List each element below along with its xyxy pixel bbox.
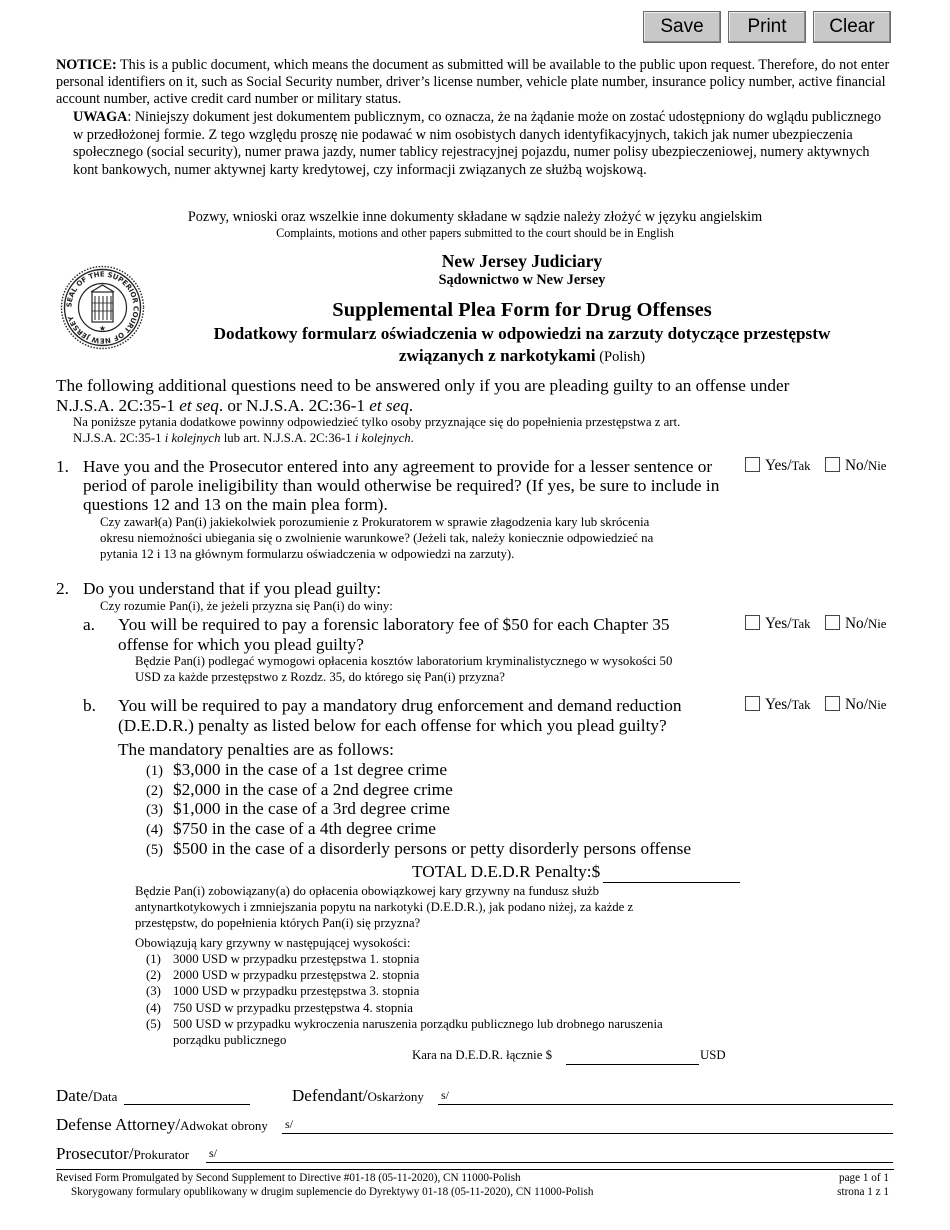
- date-label: [56, 1086, 117, 1106]
- q2a-yes-checkbox[interactable]: [745, 615, 760, 630]
- q2b-pl-3: przestępstw, do popełnienia których Pan(i) się przyzna?: [135, 916, 421, 930]
- pl-penalty-text: 500 USD w przypadku wykroczenia naruszenia porządku publicznego lub drobnego naruszenia: [173, 1016, 663, 1031]
- q2-pl: Czy rozumie Pan(i), że jeżeli przyzna się Pan(i) do winy:: [100, 599, 393, 613]
- org-title: New Jersey Judiciary: [441, 251, 603, 271]
- notice-label: NOTICE:: [56, 57, 117, 73]
- q2a-letter: a.: [83, 615, 95, 634]
- q1-line-3: questions 12 and 13 on the main plea form).: [83, 495, 388, 514]
- q2-number: 2.: [56, 579, 69, 598]
- q2b-pl-2: antynartkotykowych i zmniejszania popytu na narkotyki (D.E.D.R.), jak podano niżej, za każde z: [135, 900, 634, 914]
- footer-line-1: Revised Form Promulgated by Second Supplement to Directive #01-18 (05-11-2020), CN 11000-Polish: [56, 1172, 521, 1184]
- prosecutor-signature-input[interactable]: [206, 1162, 893, 1163]
- q1-pl-1: Czy zawarł(a) Pan(i) jakiekolwiek porozumienie z Prokuratorem w sprawie złagodzenia kary lub skrócenia: [100, 515, 650, 529]
- pl-penalty-item: [146, 984, 746, 1000]
- penalty-num: (4): [146, 822, 163, 839]
- q1-no-option[interactable]: [825, 457, 886, 475]
- svg-text:★: ★: [98, 324, 107, 333]
- q2a-no-checkbox[interactable]: [825, 615, 840, 630]
- penalty-num: (2): [146, 782, 163, 799]
- total-label-text: TOTAL D.E.D.R Penalty:: [412, 862, 592, 881]
- attorney-label-en: Defense Attorney/: [56, 1115, 181, 1134]
- prosecutor-sig-prefix: s/: [209, 1146, 218, 1160]
- q2a-line-2: offense for which you plead guilty?: [118, 635, 364, 654]
- penalty-item: [146, 780, 746, 800]
- pl-penalty-text: 2000 USD w przypadku przestępstwa 2. stopnia: [173, 968, 420, 983]
- intro-l2e: .: [408, 396, 414, 415]
- q2b-line-1: You will be required to pay a mandatory drug enforcement and demand reduction: [118, 696, 682, 715]
- attorney-label: [56, 1115, 268, 1135]
- penalty-text: $2,000 in the case of a 2nd degree crime: [173, 779, 453, 799]
- no-label: No/: [845, 696, 868, 713]
- q2b-pl-intro: Obowiązują kary grzywny w następującej wysokości:: [135, 936, 411, 950]
- footer-page-pl: strona 1 z 1: [837, 1186, 889, 1198]
- intro-pl-l2a: N.J.S.A. 2C:35-1: [73, 431, 165, 445]
- q2a-yes-option[interactable]: [745, 615, 811, 633]
- pl-penalty-text: 3000 USD w przypadku przestępstwa 1. stopnia: [173, 952, 420, 966]
- uwaga-label: UWAGA: [73, 109, 128, 125]
- q2a-pl-2: USD za każde przestępstwo z Rozdz. 35, do którego się Pan(i) przyzna?: [135, 670, 505, 684]
- intro-pl-l2d: i kolejnych: [354, 431, 411, 445]
- language-notice-english: Complaints, motions and other papers submitted to the court should be in English: [276, 226, 674, 240]
- attorney-signature-input[interactable]: [282, 1133, 893, 1134]
- pl-penalty-item: [146, 968, 746, 984]
- pl-penalty-num: (3): [146, 984, 161, 999]
- defendant-label-en: Defendant/: [292, 1086, 368, 1105]
- defendant-sig-prefix: s/: [441, 1088, 450, 1102]
- q1-pl-2: okresu niemożności ubiegania się o zwolnienie warunkowe? (Jeżeli tak, należy koniecznie odpowiedzieć na: [100, 531, 654, 545]
- pl-penalty-num: (2): [146, 968, 161, 983]
- q1-yes-checkbox[interactable]: [745, 457, 760, 472]
- penalty-item: [146, 819, 746, 839]
- defendant-label-pl: Oskarżony: [367, 1089, 424, 1104]
- yes-label: Yes/: [765, 457, 792, 474]
- intro-pl-line-1: Na poniższe pytania dodatkowe powinny odpowiedzieć tylko osoby przyznające się do popełnienia przestępstwa z art.: [73, 415, 681, 429]
- pl-penalty-item: [146, 1017, 746, 1033]
- q2b-yes-option[interactable]: [745, 696, 811, 714]
- uwaga-text: : Niniejszy dokument jest dokumentem publicznym, co oznacza, że na żądanie może on zostać udostępniony do wglądu publicznego w przedłożonej formie. Z tego względu proszę nie podawać w nim osobistych danych identyfikacyjnych, takich jak numer ubezpieczenia społecznego (social security), numer prawa jazdy, numer tablicy rejestracyjnej pojazdu, numer polisy ubezpieczeniowej, numery aktywnych kont bankowych, numer aktywnej karty kredytowej, czy informacji związanych ze służbą wojskową.: [73, 109, 882, 178]
- pl-total-suffix: USD: [700, 1048, 726, 1062]
- pl-penalty-num: (1): [146, 952, 161, 966]
- total-dedr-input[interactable]: [603, 864, 740, 883]
- pl-total-input[interactable]: [566, 1064, 699, 1065]
- q2b-no-option[interactable]: [825, 696, 886, 714]
- q1-line-2: period of parole ineligibility than would otherwise be required? (If yes, be sure to include in: [83, 476, 720, 495]
- page-title: Supplemental Plea Form for Drug Offenses: [332, 299, 712, 321]
- language-notice-polish: Pozwy, wnioski oraz wszelkie inne dokumenty składane w sądzie należy złożyć w języku angielskim: [187, 209, 763, 225]
- print-button[interactable]: Print: [728, 11, 806, 43]
- court-seal-icon: [60, 265, 145, 350]
- intro-l2d: et seq: [369, 396, 409, 415]
- intro-line-2: [56, 396, 896, 416]
- q1-pl-3: pytania 12 i 13 na głównym formularzu oświadczenia w odpowiedzi na zarzuty).: [100, 547, 515, 561]
- prosecutor-label-en: Prosecutor/: [56, 1144, 134, 1163]
- q2-text: Do you understand that if you plead guilty:: [83, 579, 382, 598]
- date-label-en: Date/: [56, 1086, 93, 1105]
- uwaga-paragraph: [73, 109, 888, 179]
- pl-penalty-num: (4): [146, 1000, 161, 1015]
- defendant-signature-input[interactable]: [438, 1104, 893, 1105]
- penalties-intro: The mandatory penalties are as follows:: [118, 740, 394, 759]
- no-label: No/: [845, 615, 868, 632]
- total-currency: $: [591, 862, 601, 881]
- no-label-pl: Nie: [867, 459, 887, 473]
- intro-pl-l2b: i kolejnych: [164, 431, 221, 445]
- attorney-label-pl: Adwokat obrony: [180, 1118, 268, 1133]
- pl-penalty-text: 750 USD w przypadku przestępstwa 4. stopnia: [173, 1000, 413, 1015]
- intro-pl-line-2: [73, 431, 893, 447]
- yes-label: Yes/: [765, 615, 792, 632]
- prosecutor-label-pl: Prokurator: [133, 1147, 190, 1162]
- q1-number: 1.: [56, 457, 69, 476]
- penalty-item: [146, 760, 746, 780]
- q2b-line-2: (D.E.D.R.) penalty as listed below for each offense for which you plead guilty?: [118, 716, 667, 735]
- penalty-text: $3,000 in the case of a 1st degree crime: [173, 760, 447, 779]
- org-title-pl: Sądownictwo w New Jersey: [438, 272, 606, 288]
- intro-pl-l2c: lub art. N.J.S.A. 2C:36-1: [220, 431, 355, 445]
- penalty-text: $750 in the case of a 4th degree crime: [173, 819, 436, 839]
- intro-l2a: N.J.S.A. 2C:35-1: [56, 396, 180, 415]
- q2b-no-checkbox[interactable]: [825, 696, 840, 711]
- intro-pl-l2e: .: [410, 431, 414, 445]
- q1-line-1: Have you and the Prosecutor entered into any agreement to provide for a lesser sentence or: [83, 457, 713, 476]
- defendant-label: [292, 1086, 424, 1106]
- save-button[interactable]: Save: [643, 11, 721, 43]
- pl-penalty-list: [146, 952, 746, 1049]
- q2b-pl-1: Będzie Pan(i) zobowiązany(a) do opłacenia obowiązkowej kary grzywny na fundusz służb: [135, 884, 600, 898]
- no-label-pl: Nie: [867, 617, 887, 631]
- page-title-pl-2-text: związanych z narkotykami: [398, 346, 596, 365]
- clear-button[interactable]: Clear: [813, 11, 891, 43]
- q2a-pl-1: Będzie Pan(i) podlegać wymogowi opłacenia kosztów laboratorium kryminalistycznego w wysokości 50: [135, 654, 673, 668]
- footer-line-2: Skorygowany formulary opublikowany w drugim suplemencie do Dyrektywy 01-18 (05-11-2020), CN 11000-Polish: [71, 1186, 594, 1198]
- pl-penalty-text: 1000 USD w przypadku przestępstwa 3. stopnia: [173, 984, 420, 999]
- footer-divider: [56, 1169, 894, 1170]
- yes-label-pl: Tak: [791, 459, 811, 473]
- pl-penalty-continuation: porządku publicznego: [173, 1032, 287, 1047]
- page-title-pl-2: [150, 346, 894, 366]
- penalty-num: (1): [146, 763, 163, 779]
- prosecutor-label: [56, 1144, 189, 1164]
- q1-yes-option[interactable]: [745, 457, 811, 475]
- penalty-text: $500 in the case of a disorderly persons or petty disorderly persons offense: [173, 838, 691, 858]
- no-label-pl: Nie: [867, 698, 887, 712]
- penalty-num: (3): [146, 802, 163, 819]
- q2b-letter: b.: [83, 696, 96, 715]
- q2a-line-1: You will be required to pay a forensic laboratory fee of $50 for each Chapter 35: [118, 615, 670, 634]
- q2b-yes-checkbox[interactable]: [745, 696, 760, 711]
- penalty-list: [146, 760, 746, 858]
- penalty-item: [146, 839, 746, 859]
- svg-text:SEAL OF THE SUPERIOR COURT OF: SEAL OF THE SUPERIOR COURT OF NEW JERSEY: [65, 270, 140, 345]
- pl-penalty-item: [146, 952, 746, 968]
- pl-total-label: Kara na D.E.D.R. łącznie $: [412, 1048, 552, 1062]
- pl-penalty-num: (5): [146, 1016, 161, 1031]
- total-dedr-label: [412, 862, 600, 882]
- page-title-pl-1: Dodatkowy formularz oświadczenia w odpowiedzi na zarzuty dotyczące przestępstw: [213, 324, 831, 343]
- page-title-lang: (Polish): [595, 349, 646, 365]
- yes-label-pl: Tak: [791, 617, 811, 631]
- notice-text: This is a public document, which means the document as submitted will be available to the public upon request. Therefore, do not enter personal identifiers on it, such as Social Security number, driver’s license number, vehicle plate number, insurance policy number, active financial account number, active credit card number or military status.: [56, 57, 890, 107]
- intro-l2b: et seq: [179, 396, 219, 415]
- intro-l2c: . or N.J.S.A. 2C:36-1: [218, 396, 370, 415]
- penalty-text: $1,000 in the case of a 3rd degree crime: [173, 799, 450, 819]
- notice-paragraph: [56, 57, 896, 108]
- pl-penalty-item: [146, 1001, 746, 1017]
- penalty-item: [146, 799, 746, 819]
- date-input[interactable]: [124, 1104, 250, 1105]
- q2a-no-option[interactable]: [825, 615, 886, 633]
- penalty-num: (5): [146, 841, 163, 858]
- date-label-pl: Data: [92, 1089, 118, 1104]
- yes-label: Yes/: [765, 696, 792, 713]
- q1-no-checkbox[interactable]: [825, 457, 840, 472]
- intro-line-1: The following additional questions need to be answered only if you are pleading guilty to an offense under: [56, 376, 790, 395]
- yes-label-pl: Tak: [791, 698, 811, 712]
- no-label: No/: [845, 457, 868, 474]
- attorney-sig-prefix: s/: [285, 1117, 294, 1131]
- footer-page: page 1 of 1: [838, 1172, 889, 1184]
